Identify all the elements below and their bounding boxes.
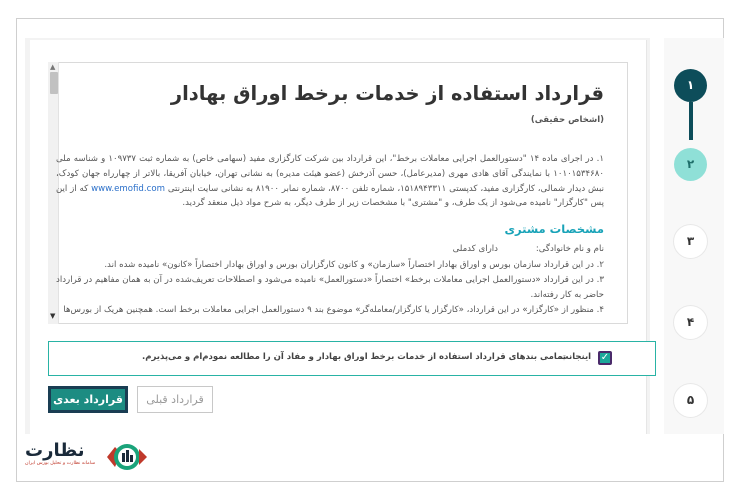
contract-title: قرارداد استفاده از خدمات برخط اوراق بهادار xyxy=(170,82,604,105)
agreement-checkbox[interactable]: ✓ xyxy=(598,351,612,365)
step-3[interactable]: ۳ xyxy=(674,225,707,258)
clause-1-text: ۱. در اجرای ماده ۱۴ "دستورالعمل اجرایی معاملات برخط"، این قرارداد بین شرکت کارگزاری مفید (سهامی خاص) به شماره ثبت ۱۰۹۷۳۷ و شناسه ملی ۱۰۱۰۱۵۳۴۶۸۰ با نمایندگی آقای هادی مهری (مدیرعامل)، حسن آذرخش (عضو هیئت مدیره) به نشانی تهران، خیابان آفریقا، بالاتر از چهارراه جهان کودک، نبش دیدار شمالی، کارگزاری مفید، کدپستی ۱۵۱۸۹۴۳۳۱۱، شماره تلفن ۸۷۰۰، شماره نمابر ۸۱۹۰۰ به نشانی سایت اینترنتی xyxy=(56,154,604,194)
clause-3: ۳. در این قرارداد «دستورالعمل اجرایی معاملات برخط» اختصاراً «دستورالعمل» نامیده می‌شود و اصطلاحات تعریف‌شده در آن به همان مفاهیم در قرارداد حاضر به کار رفته‌اند. xyxy=(56,275,604,300)
document-content xyxy=(56,70,618,322)
contract-subtitle: (اشخاص حقیقی) xyxy=(530,115,604,125)
clause-4: ۴. منظور از «کارگزار» در این قرارداد، «کارگزار یا کارگزار/معامله‌گر» موضوع بند ۹ دستورالعمل اجرایی معاملات برخط است. همچنین هریک از بورس‌ها xyxy=(63,305,604,315)
customer-name-label: نام و نام خانوادگی: xyxy=(535,244,604,254)
clause-1 xyxy=(56,152,604,211)
step-5[interactable]: ۵ xyxy=(674,384,707,417)
logo-tagline: سامانه نظارت و تحلیل بورس ایران xyxy=(25,461,96,466)
logo-name: نظارت xyxy=(25,440,85,461)
clause-2: ۲. در این قرارداد سازمان بورس و اوراق بهادار اختصاراً «سازمان» و کانون کارگزاران بورس و اوراق بهادار اختصاراً «کانون» نامیده شده اند. xyxy=(104,260,604,270)
agreement-self-label: اینجانب xyxy=(560,352,592,362)
customer-national-id-label: دارای کدملی xyxy=(452,244,498,254)
customer-section-title: مشخصات مشتری xyxy=(504,222,604,236)
agreement-text: تمامی بندهای قرارداد استفاده از خدمات برخط اوراق بهادار و مفاد آن را مطالعه نمودم‌ام و می‌پذیرم. xyxy=(142,352,566,362)
scroll-down-arrow-icon[interactable]: ▼ xyxy=(50,312,56,320)
step-2[interactable]: ۲ xyxy=(674,148,707,181)
website-link[interactable]: www.emofid.com xyxy=(91,183,165,194)
next-contract-button[interactable]: قرارداد بعدی xyxy=(48,386,128,413)
scrollbar-thumb[interactable] xyxy=(50,72,58,94)
scroll-up-arrow-icon[interactable]: ▲ xyxy=(50,63,56,71)
step-1[interactable]: ۱ xyxy=(674,69,707,102)
previous-contract-button[interactable]: قرارداد قبلی xyxy=(137,386,213,413)
nezarat-logo-icon xyxy=(101,439,151,475)
step-4[interactable]: ۴ xyxy=(674,306,707,339)
clause-1-end: که از این پس "کارگزار" نامیده می‌شود از یک طرف، و "مشتری" با مشخصات زیر از طرف دیگر، به شرح مواد ذیل منعقد گردید. xyxy=(56,183,604,209)
stepper-progress-line xyxy=(689,102,693,140)
